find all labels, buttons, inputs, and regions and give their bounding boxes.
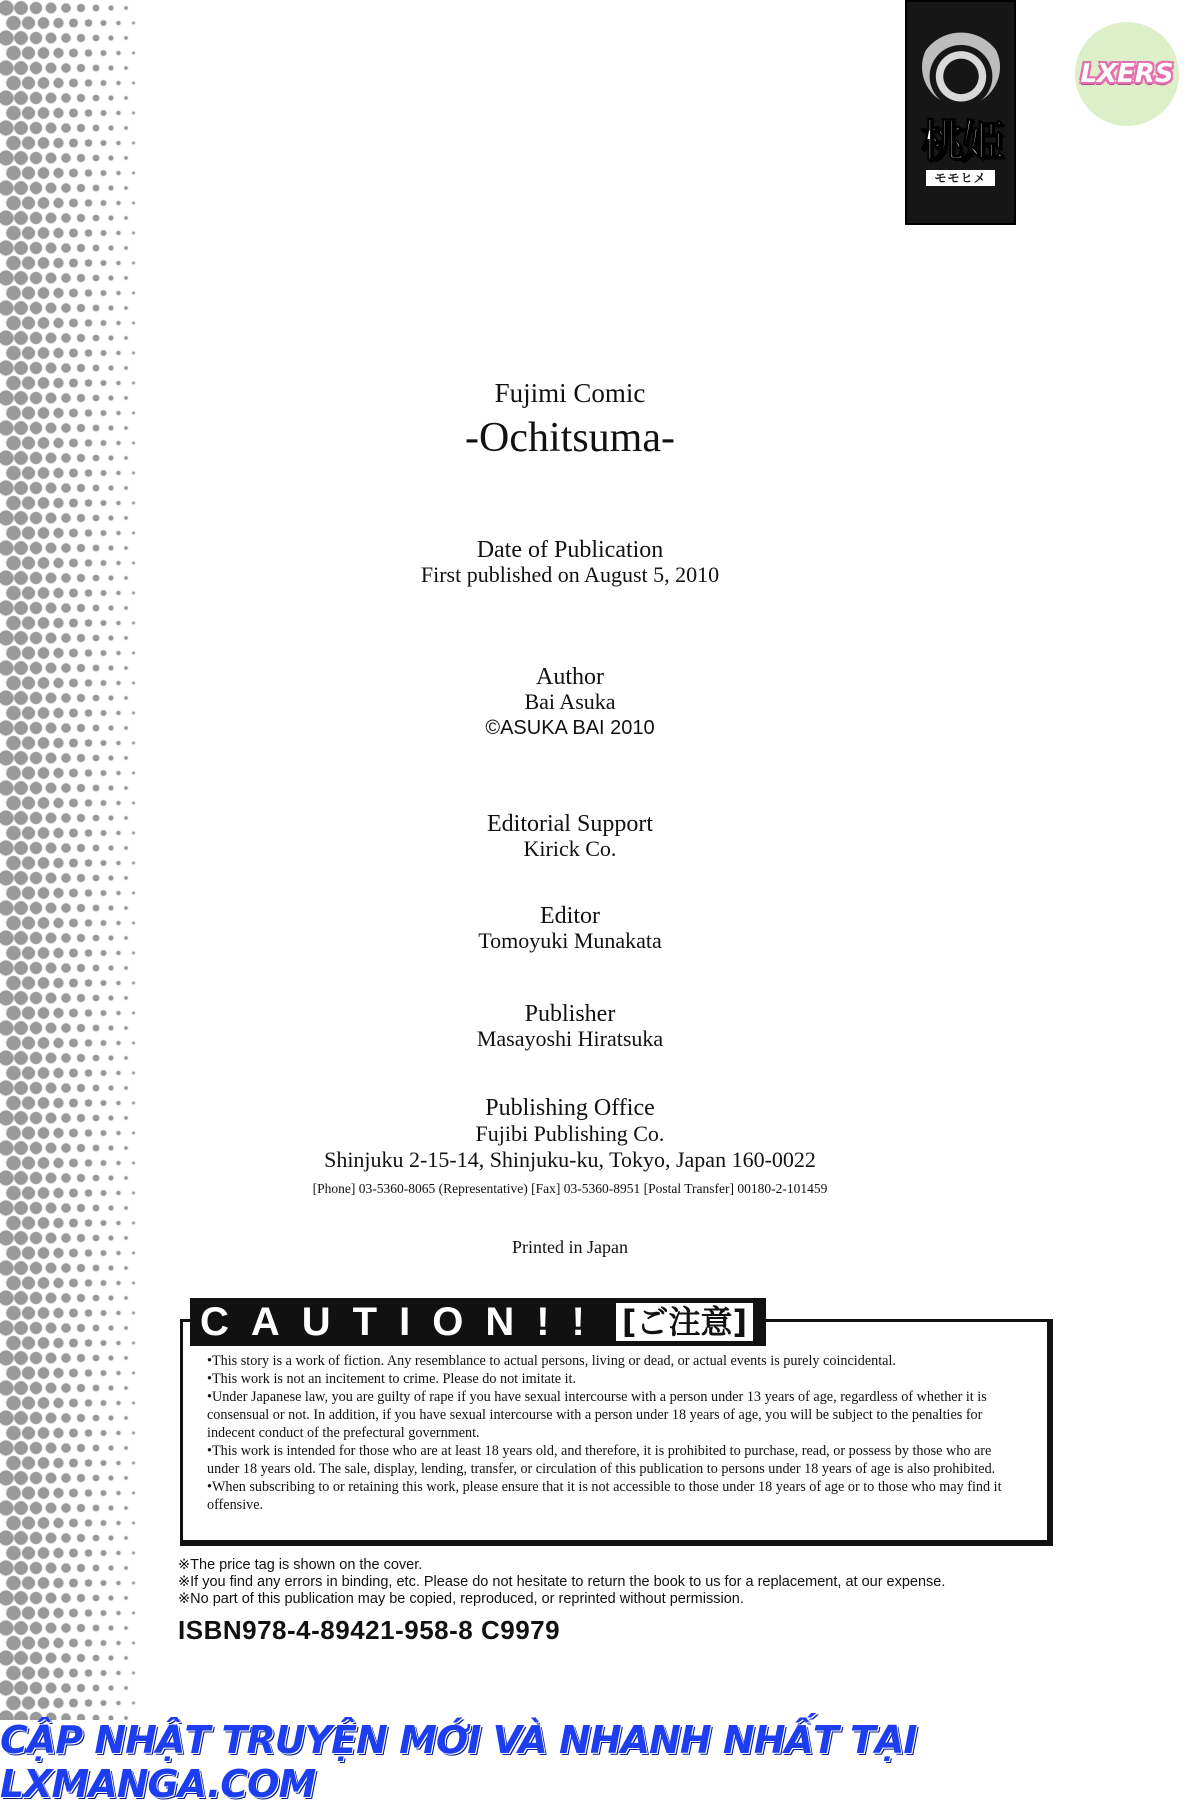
note-line: ※No part of this publication may be copied, reproduced, or reprinted without permission. [178,1591,744,1607]
office-contact: [Phone] 03-5360-8065 (Representative) [Fax] 03-5360-8951 [Postal Transfer] 00180-2-101459 [312,1181,828,1196]
date-value: First published on August 5, 2010 [420,562,720,587]
caution-header [190,1298,766,1346]
printed-line: Printed in Japan [512,1237,628,1257]
author-heading: Author [536,664,604,690]
office-name: Fujibi Publishing Co. [475,1121,665,1146]
isbn-code: ISBN978-4-89421-958-8 C9979 [178,1615,561,1645]
caution-word: CAUTION!! [200,1300,607,1344]
editorial-value: Kirick Co. [523,836,617,861]
logo-kanji: 桃姫 [920,116,1001,167]
book-title: -Ochitsuma- [465,415,675,461]
editorial-heading: Editorial Support [487,811,653,837]
caution-item: •Under Japanese law, you are guilty of rape if you have sexual intercourse with a person under 13 years of age, regardless of whether it is consensual or not. In addition, if you have sexual intercourse with a person under 18 years of age, you will be subject to the penalties for indecent conduct of the prefectural government. [207,1389,987,1441]
promo-banner [0,1717,1200,1806]
lxers-watermark [1075,22,1179,126]
logo-kana: モモヒメ [926,170,994,186]
lxers-watermark-text: LXERS [1080,59,1174,89]
office-heading: Publishing Office [485,1095,655,1121]
caution-item: •When subscribing to or retaining this work, please ensure that it is not accessible to those under 18 years of age or to those who may find it offensive. [207,1479,1002,1513]
author-name: Bai Asuka [524,689,616,714]
note-line: ※The price tag is shown on the cover. [178,1557,423,1573]
note-line: ※If you find any errors in binding, etc. Please do not hesitate to return the book to us for a replacement, at our expense. [178,1574,946,1590]
caution-japanese: [ご注意] [613,1300,756,1344]
publisher-logo [905,0,1016,225]
publisher-heading: Publisher [524,1001,616,1027]
publisher-value: Masayoshi Hiratsuka [476,1026,664,1051]
fine-print-notes [178,1557,1078,1608]
office-address: Shinjuku 2-15-14, Shinjuku-ku, Tokyo, Japan 160-0022 [324,1147,816,1172]
caution-item: •This work is intended for those who are at least 18 years old, and therefore, it is prohibited to purchase, read, or possess by those who are under 18 years old. The sale, display, lending, transfer, or circulation of this publication to persons under 18 years of age is also prohibited. [207,1443,996,1477]
editor-heading: Editor [540,903,600,929]
editor-value: Tomoyuki Munakata [478,928,662,953]
crescent-moon-icon [922,28,1000,106]
date-heading: Date of Publication [476,537,664,563]
caution-item: •This story is a work of fiction. Any resemblance to actual persons, living or dead, or actual events is purely coincidental. [207,1353,896,1369]
caution-item: •This work is not an incitement to crime. Please do not imitate it. [207,1371,577,1387]
promo-banner-text: CẬP NHẬT TRUYỆN MỚI VÀ NHANH NHẤT TẠI LXMANGA.COM [0,1717,917,1806]
copyright-line: ©ASUKA BAI 2010 [485,717,655,739]
caution-box [180,1319,1053,1546]
halftone-dot-border [0,0,165,1720]
series-name: Fujimi Comic [494,378,646,408]
